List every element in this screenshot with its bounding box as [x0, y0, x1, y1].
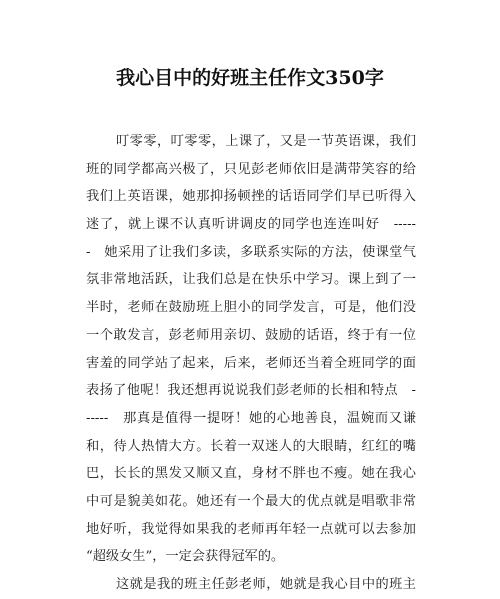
body-line: 一个敢发言，彭老师用亲切、鼓励的话语，终于有一位	[86, 327, 416, 343]
body-line: ----- 那真是值得一提呀！她的心地善良，温婉而又谦	[86, 410, 416, 426]
body-line: 表扬了他呢！我还想再说说我们彭老师的长相和特点 -	[86, 383, 416, 399]
body-line: 我们上英语课，她那抑扬顿挫的话语同学们早已听得入	[86, 189, 416, 205]
document-title: 我心目中的好班主任作文350字	[116, 67, 384, 89]
document-body	[86, 128, 416, 599]
body-line: 中可是貌美如花。她还有一个最大的优点就是唱歌非常	[86, 493, 416, 509]
body-line: 这就是我的班主任彭老师，她就是我心目中的班主	[116, 577, 416, 592]
body-line: 氛非常地活跃，让我们总是在快乐中学习。课上到了一	[86, 272, 416, 288]
body-line: 害羞的同学站了起来，后来，老师还当着全班同学的面	[86, 355, 416, 371]
body-line: 叮零零，叮零零，上课了，又是一节英语课，我们	[116, 134, 416, 149]
body-line: 半时，老师在鼓励班上胆小的同学发言，可是，他们没	[86, 300, 416, 316]
body-line: 迷了，就上课不认真听讲调皮的同学也连连叫好 -----	[86, 217, 416, 233]
body-line: 班的同学都高兴极了，只见彭老师依旧是满带笑容的给	[86, 161, 416, 177]
body-line: - 她采用了让我们多读，多联系实际的方法，使课堂气	[86, 244, 416, 260]
body-line: 和，待人热情大方。长着一双迷人的大眼睛，红红的嘴	[86, 438, 416, 454]
body-line: “超级女生”，一定会获得冠军的。	[86, 549, 285, 565]
body-line: 巴，长长的黑发又顺又直，身材不胖也不瘦。她在我心	[86, 466, 416, 482]
body-line: 地好听，我觉得如果我的老师再年轻一点就可以去参加	[86, 521, 416, 537]
